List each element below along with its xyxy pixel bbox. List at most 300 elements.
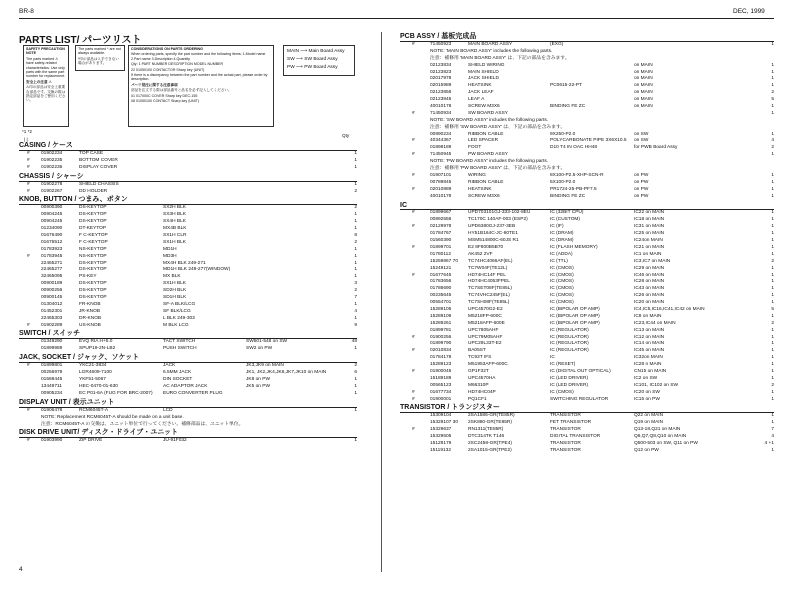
part-quantity: 1 bbox=[771, 293, 774, 299]
part-row bbox=[400, 300, 774, 307]
part-reference: on PW bbox=[634, 186, 649, 192]
part-reference: on MAIN bbox=[634, 69, 653, 75]
ordering-text-4: If there is a discrepancy between the part number and the actual part, please order by description. bbox=[131, 73, 268, 82]
part-number: 01304012 bbox=[41, 301, 63, 307]
part-description: IC (ADDA) bbox=[550, 251, 573, 257]
part-mark: # bbox=[412, 272, 415, 278]
part-row bbox=[19, 212, 357, 219]
part-row bbox=[400, 187, 774, 194]
part-number: 01899801 bbox=[41, 363, 63, 369]
part-description: SX3H BLK bbox=[163, 212, 186, 218]
ordering-heading-ja: パーツ発注に関する注意事項 bbox=[131, 82, 178, 87]
part-name: HD74HC04P bbox=[468, 389, 496, 395]
part-row bbox=[400, 286, 774, 293]
part-reference: IC18 on MAIN bbox=[634, 217, 665, 223]
model-name: BR-8 bbox=[19, 8, 34, 15]
part-number: 01786690 bbox=[430, 286, 452, 292]
part-mark: # bbox=[412, 110, 415, 116]
part-quantity: 1 bbox=[771, 83, 774, 89]
part-reference: IC28 n MAIN bbox=[634, 362, 662, 368]
part-description: SD2H BLK bbox=[163, 288, 187, 294]
part-number: 01902236 bbox=[41, 164, 63, 170]
part-number: 01902278 bbox=[41, 181, 63, 187]
part-name: M66310P bbox=[468, 382, 489, 388]
part-number: 02123845 bbox=[430, 97, 452, 103]
part-number: 00554701 bbox=[430, 300, 452, 306]
part-number: 01899790 bbox=[430, 341, 452, 347]
part-description: MD1H bbox=[163, 246, 177, 252]
part-description: IC (CMOS) bbox=[550, 293, 574, 299]
part-row bbox=[19, 240, 357, 247]
part-quantity: 2 bbox=[354, 239, 357, 245]
part-name: HEC-0470-01-630 bbox=[79, 383, 118, 389]
part-quantity: 1 bbox=[771, 244, 774, 250]
part-quantity: 1 bbox=[771, 179, 774, 185]
part-quantity: 1 bbox=[354, 377, 357, 383]
part-number: 15329505 bbox=[430, 434, 452, 440]
part-quantity: 7 bbox=[354, 295, 357, 301]
part-quantity: 1 bbox=[771, 251, 774, 257]
part-quantity: 1 bbox=[771, 110, 774, 116]
legend-sw: SW ⟶ SW Board Assy bbox=[287, 57, 338, 62]
part-name: UPC79M05AHF bbox=[468, 334, 503, 340]
part-number: 01902289 bbox=[41, 322, 63, 328]
section-title: TRANSISTOR / トランジスター bbox=[400, 404, 500, 412]
part-description: 9X250-P2.0 bbox=[550, 131, 576, 137]
part-name: M5218AFP-600E bbox=[468, 320, 505, 326]
section-title: JACK, SOCKET / ジャック、ソケット bbox=[19, 354, 140, 362]
part-number: 02123823 bbox=[430, 69, 452, 75]
part-row bbox=[19, 302, 357, 309]
part-description: SX1H BLK bbox=[163, 281, 186, 287]
qty-header: Qty bbox=[342, 133, 350, 138]
part-name: UPC7805AHF bbox=[468, 327, 499, 333]
part-row bbox=[400, 238, 774, 245]
ordering-text-1: When ordering parts, specify the part number and the following items: 1.Model name 2.Part name 3.Description 4.Quantity bbox=[131, 52, 266, 61]
part-quantity: 1 bbox=[771, 42, 774, 47]
part-quantity: 1 bbox=[771, 152, 774, 158]
part-row bbox=[400, 448, 774, 455]
part-number: 15289261 bbox=[430, 320, 452, 326]
part-description: 6.5MM JACK bbox=[163, 370, 192, 376]
part-quantity: 1 bbox=[771, 362, 774, 368]
part-description: IC (DRAM) bbox=[550, 231, 574, 237]
part-number: 15309104 bbox=[430, 413, 452, 419]
part-row bbox=[400, 173, 774, 180]
part-row bbox=[400, 434, 774, 441]
part-description: IC (CMOS) bbox=[550, 279, 574, 285]
part-quantity: 1 bbox=[354, 260, 357, 266]
part-reference: IC31 on MAIN bbox=[634, 224, 665, 230]
part-reference: IC22 on MAIN bbox=[634, 210, 665, 216]
part-name: TC74HC4066AF(EL) bbox=[468, 258, 513, 264]
part-quantity: 1 bbox=[771, 193, 774, 199]
part-quantity: 1 bbox=[771, 368, 774, 374]
part-row bbox=[400, 369, 774, 376]
part-row bbox=[400, 104, 774, 111]
ordering-text-6: 01 017000C COVER Sharp key DEC-155 bbox=[131, 93, 198, 98]
part-description: IC (32BIT CPU) bbox=[550, 210, 584, 216]
part-number: 00904245 bbox=[41, 212, 63, 218]
part-row bbox=[19, 408, 357, 415]
part-name: DS-KEYTOP bbox=[79, 219, 107, 225]
part-name: SHIELD WIRING bbox=[468, 62, 505, 68]
part-quantity: 4 bbox=[771, 434, 774, 440]
ordering-text-3: 22 01050100 CONTACTOR Sharp key (UNIT) bbox=[131, 67, 205, 72]
part-number: 02017978 bbox=[430, 76, 452, 82]
part-description: BINDING FE ZC bbox=[550, 104, 586, 110]
part-description: SX4H BLK bbox=[163, 219, 186, 225]
part-reference: for PWB Board Assy bbox=[634, 145, 678, 151]
part-description: IC (BIPOLAR OP AMP) bbox=[550, 313, 600, 319]
part-mark: # bbox=[412, 186, 415, 192]
part-name: 2SA1586-GR(TE85R) bbox=[468, 413, 515, 419]
part-description: (EXG) bbox=[550, 42, 564, 47]
part-name: UPD6380GJ-237-3EB bbox=[468, 224, 516, 230]
part-description: IC (REGULATOR) bbox=[550, 334, 589, 340]
part-description: EURO CONVERTER PLUG bbox=[163, 390, 223, 396]
section-header bbox=[400, 403, 774, 413]
part-description: IC (TTL) bbox=[550, 258, 568, 264]
part-number: 40344367 bbox=[430, 138, 452, 144]
part-number: 01783923 bbox=[41, 246, 63, 252]
part-row bbox=[400, 83, 774, 90]
part-name: FOOT bbox=[468, 145, 482, 151]
part-quantity: 1 bbox=[771, 104, 774, 110]
part-name: NS-KEYTOP bbox=[79, 246, 107, 252]
part-description: IC (REGULATOR) bbox=[550, 348, 589, 354]
part-reference: IC4,IC5,IC16,IC41,IC42 on MAIN bbox=[634, 306, 705, 312]
part-description: PUSH SWITCH bbox=[163, 346, 197, 352]
part-number: 01902235 bbox=[41, 157, 63, 163]
part-quantity: 1 bbox=[354, 181, 357, 187]
part-number: 01569445 bbox=[41, 377, 63, 383]
part-reference: IC15 on PW bbox=[634, 396, 660, 402]
part-description: TRANSISTOR bbox=[550, 413, 581, 419]
part-quantity: 1 bbox=[771, 62, 774, 68]
part-row bbox=[19, 151, 357, 158]
column-divider bbox=[381, 32, 382, 572]
part-row bbox=[400, 293, 774, 300]
part-row bbox=[400, 314, 774, 321]
part-name: DS-KEYTOP bbox=[79, 295, 107, 301]
part-quantity: 1 bbox=[771, 327, 774, 333]
part-number: 15119132 bbox=[430, 447, 451, 453]
part-number: 15329637 bbox=[430, 427, 452, 433]
parts-note: NOTE: 'MAIN BOARD ASSY' includes the following parts. bbox=[430, 48, 553, 54]
part-row bbox=[19, 182, 357, 189]
part-name: TC93T IFS bbox=[468, 355, 492, 361]
part-name: DS-KEYTOP bbox=[79, 205, 107, 211]
part-quantity: 1 bbox=[771, 396, 774, 402]
legend-main: MAIN ⟶ Main Board Assy bbox=[287, 49, 345, 54]
part-quantity: 1 bbox=[354, 151, 357, 156]
part-description: IC (IF) bbox=[550, 224, 564, 230]
board-legend-box bbox=[283, 45, 355, 76]
part-name: YKF51-5067 bbox=[79, 377, 106, 383]
part-quantity: 1 bbox=[354, 390, 357, 396]
section-header bbox=[19, 172, 357, 182]
part-quantity: 1 bbox=[771, 348, 774, 354]
part-name: PQ1CF1 bbox=[468, 396, 487, 402]
part-description: BINDING FE ZC bbox=[550, 193, 586, 199]
part-row bbox=[19, 281, 357, 288]
part-description: MD3H bbox=[163, 253, 177, 259]
part-reference: IC20 on MAIN bbox=[634, 300, 665, 306]
part-number: 22465303 bbox=[41, 315, 63, 321]
part-number: 01784178 bbox=[430, 355, 452, 361]
part-description: IC (DIGITAL OUT OPTICAL) bbox=[550, 368, 611, 374]
part-reference: IC25 on MAIN bbox=[634, 231, 665, 237]
part-name: SW BOARD ASSY bbox=[468, 110, 508, 116]
part-quantity: 1 bbox=[771, 286, 774, 292]
part-row bbox=[400, 279, 774, 286]
part-mark: # bbox=[27, 181, 30, 187]
part-reference: IC46 on MAIN bbox=[634, 272, 665, 278]
part-number: 22465271 bbox=[41, 260, 63, 266]
part-row bbox=[19, 219, 357, 226]
part-name: PS-KEY bbox=[79, 274, 97, 280]
part-description: TRANSISTOR bbox=[550, 447, 581, 453]
part-quantity: 8 bbox=[354, 233, 357, 239]
availability-box bbox=[75, 45, 125, 71]
part-name: PW BOARD ASSY bbox=[468, 152, 508, 158]
column-mark-b: | | bbox=[24, 137, 28, 142]
section-header bbox=[19, 428, 357, 438]
part-reference: IC28 on MAIN bbox=[634, 279, 665, 285]
part-quantity: 1 bbox=[771, 224, 774, 230]
part-quantity: 1 bbox=[354, 301, 357, 307]
part-reference: IC43 on MAIN bbox=[634, 286, 665, 292]
part-row bbox=[400, 328, 774, 335]
part-mark: # bbox=[412, 172, 415, 178]
part-name: TOP CASE bbox=[79, 151, 104, 156]
part-reference: IC13 on MAIN bbox=[634, 327, 665, 333]
part-name: US-KNOB bbox=[79, 322, 101, 328]
part-description: TRANSISTOR bbox=[550, 440, 581, 446]
part-description: DIGITAL TRANSISTOR bbox=[550, 434, 601, 440]
part-quantity: 1 bbox=[771, 300, 774, 306]
section-header bbox=[19, 398, 357, 408]
part-number: 02123834 bbox=[430, 62, 452, 68]
part-quantity: 1 bbox=[354, 164, 357, 170]
part-row bbox=[400, 383, 774, 390]
part-description: POLYCARBONATE PIPE 3X6X10.5 bbox=[550, 138, 627, 144]
part-number: 15129179 bbox=[430, 440, 452, 446]
part-quantity: 1 bbox=[771, 334, 774, 340]
part-row bbox=[19, 377, 357, 384]
part-number: 01899701 bbox=[430, 244, 452, 250]
part-number: 15289123 bbox=[430, 362, 452, 368]
part-row bbox=[400, 224, 774, 231]
part-quantity: 1 bbox=[771, 279, 774, 285]
part-name: TC7W04F(TE12L) bbox=[468, 265, 508, 271]
part-quantity: 1 bbox=[354, 157, 357, 163]
part-reference: JK3,JK9 on MAIN bbox=[246, 363, 284, 369]
part-row bbox=[19, 158, 357, 165]
part-name: UPC4570G2-E2 bbox=[468, 306, 503, 312]
part-mark: # bbox=[27, 322, 30, 328]
part-description: SX1H BLK bbox=[163, 239, 186, 245]
part-description: M BLK LCG bbox=[163, 322, 189, 328]
part-number: 01899781 bbox=[430, 327, 452, 333]
part-description: IC (LED DRIVER) bbox=[550, 382, 589, 388]
section-header bbox=[19, 329, 357, 339]
section-header bbox=[400, 200, 774, 210]
section-header bbox=[400, 32, 774, 42]
part-name: DS-KEYTOP bbox=[79, 212, 107, 218]
part-quantity: 1 bbox=[354, 274, 357, 280]
part-row bbox=[400, 355, 774, 362]
section-header bbox=[19, 141, 357, 151]
part-reference: IC8 on MAIN bbox=[634, 313, 662, 319]
part-name: SCREW M3X6 bbox=[468, 104, 500, 110]
part-name: F C-KEYTOP bbox=[79, 233, 108, 239]
part-row bbox=[19, 233, 357, 240]
part-description: PR1724-25-PB-PF7.5 bbox=[550, 186, 597, 192]
part-mark: # bbox=[412, 396, 415, 402]
part-name: HD74HC4053FPEL bbox=[468, 279, 510, 285]
part-name: EVQ RIA H+5.0 bbox=[79, 339, 113, 345]
part-quantity: 48 bbox=[351, 339, 357, 345]
part-row bbox=[400, 217, 774, 224]
part-row bbox=[19, 254, 357, 261]
part-mark: # bbox=[412, 152, 415, 158]
page-number: 4 bbox=[19, 566, 23, 573]
part-number: 71450945 bbox=[430, 152, 452, 158]
part-mark: # bbox=[412, 334, 415, 340]
ordering-heading: CONSIDERATIONS ON PARTS ORDERING bbox=[131, 47, 203, 51]
column-mark-a: *1 *2 bbox=[22, 129, 32, 134]
parts-note: 注意：補修用 'MAIN BOARD ASSY' は、下記の部品を含みます。 bbox=[430, 55, 570, 61]
part-row bbox=[400, 273, 774, 280]
part-quantity: 2 bbox=[771, 90, 774, 96]
part-number: 01900001 bbox=[430, 396, 452, 402]
part-name: E2 8F800B5B70 bbox=[468, 244, 504, 250]
part-description: IC (CUSTOM) bbox=[550, 217, 581, 223]
part-description: MX BLK bbox=[163, 274, 181, 280]
part-row bbox=[400, 180, 774, 187]
part-description: IC (BIPOLAR OP AMP) bbox=[550, 320, 600, 326]
part-quantity: 1 bbox=[354, 212, 357, 218]
part-reference: IC14 on MAIN bbox=[634, 341, 665, 347]
part-number: 15259867 70 bbox=[430, 258, 459, 264]
part-reference: on SW bbox=[634, 138, 649, 144]
part-name: DR-KNOB bbox=[79, 315, 102, 321]
part-name: BA05ST bbox=[468, 348, 486, 354]
part-row bbox=[19, 316, 357, 323]
part-name: YKC21-3834 bbox=[79, 363, 107, 369]
part-number: 15189189 bbox=[430, 375, 452, 381]
page-title: PARTS LIST/ パーツリスト bbox=[19, 35, 142, 46]
part-number: 01676512 bbox=[41, 239, 63, 245]
publish-date: DEC, 1999 bbox=[733, 8, 765, 15]
parts-note: NOTE: 'PW BOARD ASSY' includes the following parts. bbox=[430, 159, 549, 165]
part-reference: on MAIN bbox=[634, 83, 653, 89]
part-name: ZIP DRIVE bbox=[79, 438, 103, 444]
part-quantity: 1 bbox=[771, 186, 774, 192]
part-reference: SW501-548 on SW bbox=[246, 339, 288, 345]
part-quantity: 1 bbox=[771, 375, 774, 381]
part-number: 00900256 bbox=[41, 288, 63, 294]
part-number: 01899989 bbox=[41, 346, 63, 352]
part-reference: SW2 on PW bbox=[246, 346, 273, 352]
part-number: 00905234 bbox=[41, 390, 63, 396]
section-title: KNOB, BUTTON / つまみ、ボタン bbox=[19, 196, 128, 204]
part-number: 00900390 bbox=[41, 205, 63, 211]
part-reference: IC21 on MAIN bbox=[634, 244, 665, 250]
part-quantity: 2 bbox=[354, 288, 357, 294]
part-name: TC170C 140AF-003 (ESP2) bbox=[468, 217, 528, 223]
section-header bbox=[19, 195, 357, 205]
part-name: M5218FP-600C bbox=[468, 313, 502, 319]
part-mark: # bbox=[27, 188, 30, 194]
part-quantity: 2 bbox=[354, 363, 357, 369]
part-number: 40010178 bbox=[430, 104, 452, 110]
part-name: 2SA1015-GR(TPE2) bbox=[468, 447, 512, 453]
part-number: 01234090 bbox=[41, 226, 63, 232]
part-name: MAIN SHIELD bbox=[468, 69, 499, 75]
part-description: IC (REGULATOR) bbox=[550, 341, 589, 347]
part-quantity: 2 bbox=[354, 188, 357, 194]
part-description: JU-91F032 bbox=[163, 438, 187, 444]
part-mark: # bbox=[27, 407, 30, 413]
part-description: IC (RESET) bbox=[550, 362, 576, 368]
part-mark: # bbox=[412, 138, 415, 144]
part-reference: IC23,IC44 on MAIN bbox=[634, 320, 676, 326]
parts-note: NOTE: 'SW BOARD ASSY' includes the following parts. bbox=[430, 117, 549, 123]
parts-ordering-box bbox=[128, 45, 274, 127]
part-reference: Q500-503 on SW, Q11 on PW bbox=[634, 440, 698, 446]
part-number: 02010834 bbox=[430, 348, 452, 354]
part-description: MD1H BLK 249-277(WINDOW) bbox=[163, 267, 231, 273]
part-description: IC (CMOS) bbox=[550, 265, 574, 271]
part-quantity: 1 bbox=[771, 172, 774, 178]
part-quantity: 6 bbox=[354, 370, 357, 376]
part-number: 00565123 bbox=[430, 382, 452, 388]
part-reference: Q6,Q7,Q8,Q10 on MAIN bbox=[634, 434, 687, 440]
part-number: 01349290 bbox=[41, 339, 63, 345]
part-description: IC (CMOS) bbox=[550, 300, 574, 306]
parts-note: 注意：RCM6045T-A の交換は、ユニット単位で行ってください。補修部品は、ユニット単位。 bbox=[41, 421, 244, 427]
part-name: RIBBON CABLE bbox=[468, 131, 504, 137]
part-mark: # bbox=[412, 368, 415, 374]
part-name: HEATSINK bbox=[468, 186, 492, 192]
part-number: 01783656 bbox=[430, 279, 452, 285]
part-name: LEAF A bbox=[468, 97, 485, 103]
part-row bbox=[19, 274, 357, 281]
part-number: 71450934 bbox=[430, 110, 452, 116]
part-number: 00900189 bbox=[41, 281, 63, 287]
part-reference: Q22 on MAIN bbox=[634, 413, 664, 419]
part-name: JACK SHIELD bbox=[468, 76, 499, 82]
part-quantity: 1 bbox=[771, 265, 774, 271]
part-name: 2SK880-GR(TE85R) bbox=[468, 420, 512, 426]
part-reference: IC3,IC7 on MAIN bbox=[634, 258, 671, 264]
availability-text-ja: *印の部品は入手できない場合があります。 bbox=[78, 56, 119, 66]
part-reference: IC101, IC102 on SW bbox=[634, 382, 678, 388]
part-name: DS-KEYTOP bbox=[79, 267, 107, 273]
part-reference: on MAIN bbox=[634, 90, 653, 96]
section-title: SWITCH / スイッチ bbox=[19, 330, 81, 338]
part-name: NS-KEYTOP bbox=[79, 253, 107, 259]
part-quantity: 1 bbox=[771, 272, 774, 278]
part-number: 00900145 bbox=[41, 295, 63, 301]
part-mark: # bbox=[27, 151, 30, 156]
part-number: 15289105 bbox=[430, 306, 452, 312]
part-name: WIRING bbox=[468, 172, 486, 178]
part-row bbox=[400, 245, 774, 252]
